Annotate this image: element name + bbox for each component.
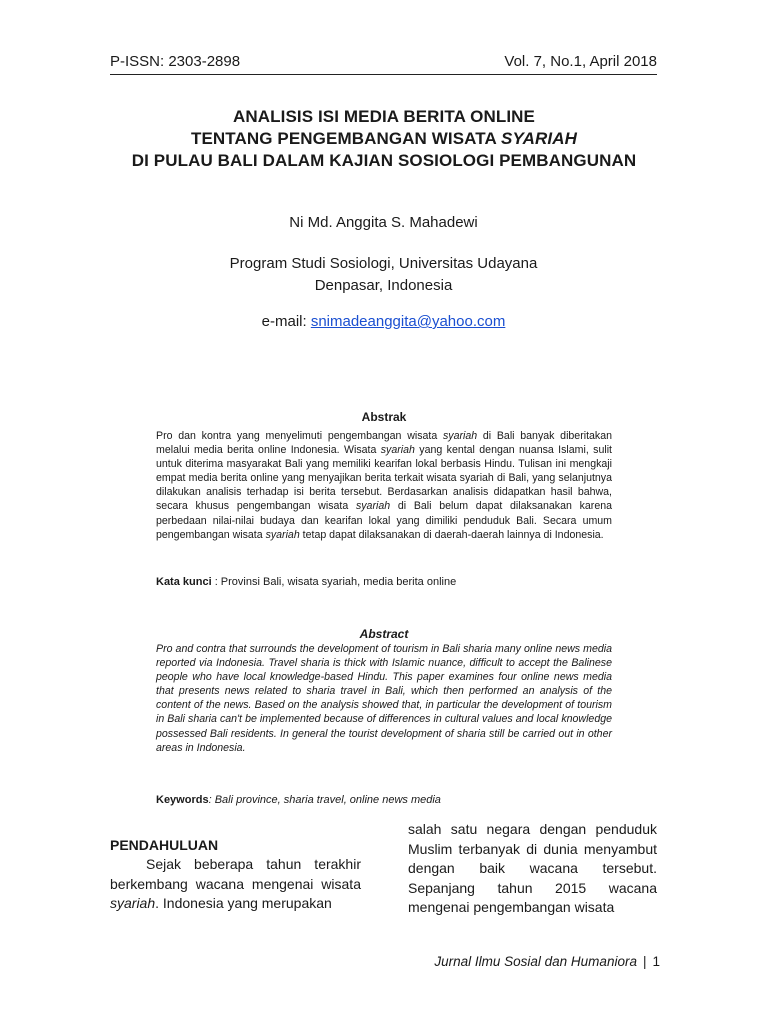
abstract-body: Pro and contra that surrounds the development of tourism in Bali sharia many online news media reported via Indonesia. Travel sharia is thick with Islamic nuance, difficult to accept the Balinese people who have local knowledge-based Hindu. This paper examines four online news media that presents news related to sharia travel in Bali, which then performed an analysis of the content of the news. Based on the analysis showed that, in particular the development of tourism in Bali sharia can't be implemented because of differences in cultural values and local knowledge possessed Bali residents. In general the tourist development of sharia still be carried out in other areas in Indonesia. — [156, 643, 612, 754]
section-heading: PENDAHULUAN — [110, 837, 219, 853]
page-number: 1 — [652, 954, 660, 969]
volume-info: Vol. 7, No.1, April 2018 — [504, 53, 657, 70]
body-column-left — [110, 835, 361, 914]
abstract-heading: Abstract — [359, 627, 409, 641]
affiliation — [110, 253, 657, 297]
page-footer — [360, 953, 660, 971]
intro-paragraph-left: Sejak beberapa tahun terakhir berkembang wacana mengenai wisata syariah. Indonesia yang merupakan — [110, 856, 361, 911]
header-rule — [110, 74, 657, 75]
footer-separator: | — [642, 954, 647, 969]
paper-title — [60, 106, 708, 172]
author-name: Ni Md. Anggita S. Mahadewi — [289, 214, 478, 231]
body-column-right: salah satu negara dengan penduduk Muslim terbanyak di dunia menyambut dengan baik wacana tersebut. Sepanjang tahun 2015 wacana mengenai pengembangan wisata — [408, 821, 657, 915]
kata-kunci: Kata kunci : Provinsi Bali, wisata syariah, media berita online — [156, 576, 457, 588]
issn: P-ISSN: 2303-2898 — [110, 53, 241, 70]
email-label: e-mail: — [261, 313, 311, 330]
abstrak-heading: Abstrak — [361, 410, 407, 424]
affiliation-line-2: Denpasar, Indonesia — [314, 277, 453, 294]
email-link[interactable]: snimadeanggita@yahoo.com — [310, 313, 506, 330]
title-line-3: DI PULAU BALI DALAM KAJIAN SOSIOLOGI PEMBANGUNAN — [131, 151, 637, 170]
abstrak-body: Pro dan kontra yang menyelimuti pengembangan wisata syariah di Bali banyak diberitakan melalui media berita online Indonesia. Wisata syariah yang kental dengan nuansa Islami, sulit untuk diterima masyarakat Bali yang memiliki kearifan lokal berbasis Hindu. Tulisan ini mengkaji empat media berita online yang menyajikan berita terkait wisata syariah di Bali, yang selanjutnya dilakukan analisis terhadap isi berita tersebut. Berdasarkan analisis didapatkan hasil bahwa, secara khusus pengembangan wisata syariah di Bali belum dapat dilaksanakan karena perbedaan nilai-nilai budaya dan kearifan lokal yang dimiliki penduduk Bali. Secara umum pengembangan wisata syariah tetap dapat dilaksanakan di daerah-daerah lainnya di Indonesia. — [156, 430, 612, 541]
affiliation-line-1: Program Studi Sosiologi, Universitas Udayana — [229, 255, 538, 272]
running-header — [110, 52, 657, 72]
keywords: Keywords: Bali province, sharia travel, online news media — [156, 794, 441, 806]
title-line-2: TENTANG PENGEMBANGAN WISATA SYARIAH — [191, 129, 577, 148]
email-line — [110, 311, 657, 333]
journal-name: Jurnal Ilmu Sosial dan Humaniora — [434, 954, 637, 969]
title-line-1: ANALISIS ISI MEDIA BERITA ONLINE — [233, 107, 535, 126]
